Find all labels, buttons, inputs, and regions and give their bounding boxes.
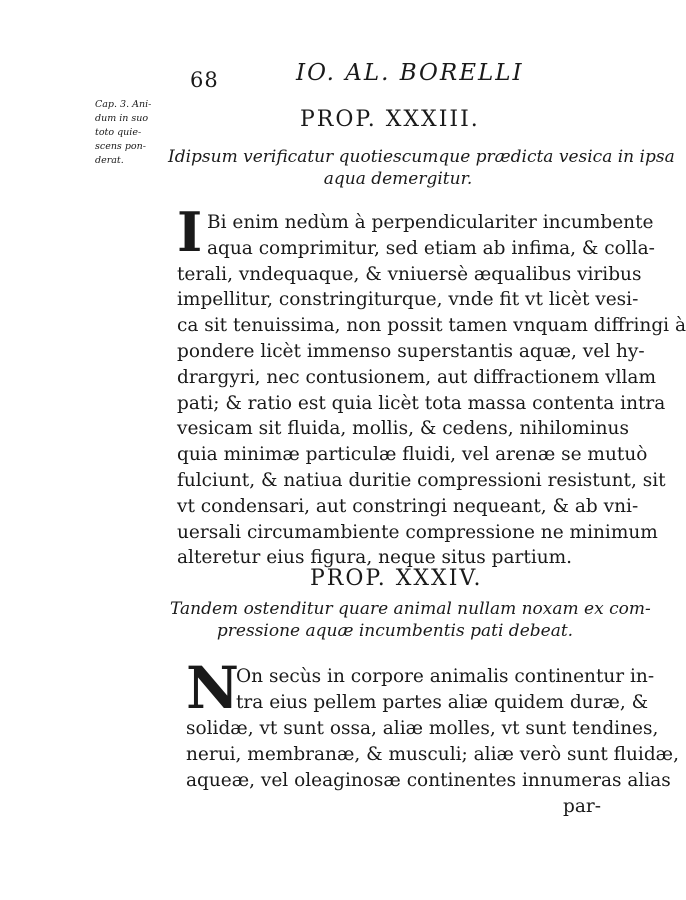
prop-34-heading: PROP. XXXIV. [310,566,483,591]
text-line: On secùs in corpore animalis continentur in- [236,666,655,687]
prop-33-paragraph [177,210,686,571]
text-line: solidæ, vt sunt ossa, aliæ molles, vt sunt tendines, [186,718,659,739]
margin-note-line: Cap. 3. Ani- [95,99,152,110]
text-line: ca sit tenuissima, non possit tamen vnquam diffringi à [177,315,686,337]
margin-note-line: scens pon- [95,141,146,152]
text-line: vt condensari, aut constringi nequeant, & ab vni- [177,495,639,517]
text-line: aqueæ, vel oleaginosæ continentes innumeras alias [186,770,671,791]
margin-note-line: toto quie- [95,127,142,138]
page-number: 68 [190,68,219,92]
prop-33-summary [168,146,675,190]
text-line: uersali circumambiente compressione ne minimum [177,521,658,543]
text-line: tra eius pellem partes aliæ quidem duræ, & [236,692,649,713]
text-line: quia minimæ particulæ fluidi, vel arenæ se mutuò [177,444,648,466]
prop-33-heading: PROP. XXXIII. [300,107,480,132]
text-line: nerui, membranæ, & musculi; aliæ verò sunt fluidæ, [186,744,679,765]
margin-note [95,98,173,168]
prop-34-summary [170,598,651,642]
text-line: drargyri, nec contusionem, aut diffractionem vllam [177,366,656,388]
text-line: pondere licèt immenso superstantis aquæ, vel hy- [177,340,645,362]
summary-line: aqua demergitur. [323,169,473,189]
text-line: fulciunt, & natiua duritie compressioni resistunt, sit [177,469,666,491]
summary-line: Idipsum verificatur quotiescumque prædicta vesica in ipsa [168,147,675,167]
prop-34-initial: N [186,654,240,722]
text-line: pati; & ratio est quia licèt tota massa contenta intra [177,392,666,414]
prop-33-initial: I [177,200,203,264]
summary-line: pressione aquæ incumbentis pati debeat. [216,621,574,641]
running-head: IO. AL. BORELLI [296,60,524,86]
summary-line: Tandem ostenditur quare animal nullam noxam ex com- [170,599,651,619]
catchword: par- [563,796,601,817]
text-line: vesicam sit fluida, mollis, & cedens, nihilominus [177,418,629,440]
margin-note-line: derat. [95,155,124,166]
text-line: impellitur, constringiturque, vnde fit vt licèt vesi- [177,289,639,311]
text-line: alteretur eius figura, neque situs partium. [177,547,573,569]
text-line: Bi enim nedùm à perpendiculariter incumbente [207,212,654,233]
margin-note-line: dum in suo [95,113,149,124]
text-line: terali, vndequaque, & vniuersè æqualibus viribus [177,263,642,285]
text-line: aqua comprimitur, sed etiam ab infima, & colla- [207,237,655,259]
prop-34-paragraph [186,664,679,794]
